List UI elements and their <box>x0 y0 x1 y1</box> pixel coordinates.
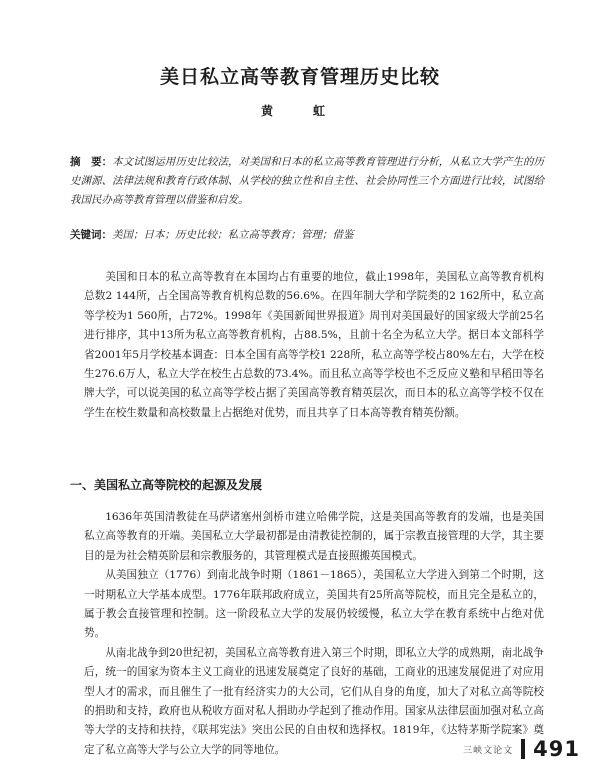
footer-label: 三峡文论文 <box>463 745 514 756</box>
abstract-label: 摘 要： <box>70 156 113 168</box>
section-paragraph-2: 从美国独立（1776）到南北战争时期（1861－1865），美国私立大学进入到第二个时期，这一时期私立大学基本成型。1776年联邦政府成立，美国共有25所高等院校，而且完全是私立的，属于教会直接管理和控制。这一阶段私立大学的发展仍较缓慢，私立大学在教育系统中占绝对优势。 <box>84 569 544 640</box>
section-paragraph-3: 从南北战争到20世纪初，美国私立高等教育进入第三个时期，即私立大学的成熟期，南北战争后，统一的国家为资本主义工商业的迅速发展奠定了良好的基础，工商业的迅速发展促进了对应用型人才的需求，而且催生了一批有经济实力的大公司，它们从自身的角度，加大了对私立高等院校的捐助和支持，政府也从税收方面对私人捐助办学起到了推动作用。国家从法律层面加强对私立高等大学的支持和扶持，《联邦宪法》突出公民的自由权和选择权。1819年，《达特茅斯学院案》奠定了私立高等大学与公立大学的同等地位。 <box>84 646 544 756</box>
intro-paragraph: 美国和日本的私立高等教育在本国均占有重要的地位，截止1998年，美国私立高等教育机构总数2 144所，占全国高等教育机构总数的56.6%。在四年制大学和学院类的2 162所中，私立高等学校为1 560所，占72%。1998年《美国新闻世界报道》周刊对美国最好的国家级大学前25名进行排序，其中13所为私立高等教育机构，占88.5%，且前十名全为私立大学。据日本文部科学省2001年5月学校基本调查：日本全国有高等学校1 228所，私立高等学校占80%左右，大学在校生276.6万人，私立大学在校生占总数的73.4%。而且私立高等学校也不乏反应义塾和早稻田等名牌大学，可以说美国的私立高等学校占据了美国高等教育精英层次，而日本的私立高等学校不仅在学生在校生数量和高校数量上占据绝对优势，而且共享了日本高等教育精英份额。 <box>84 271 544 419</box>
keywords <box>70 226 544 245</box>
page-number: 491 <box>533 737 580 761</box>
keywords-label: 关键词： <box>70 229 112 241</box>
intro-block <box>84 268 544 423</box>
section-paragraph-1: 1636年英国清教徒在马萨诸塞州剑桥市建立哈佛学院，这是美国高等教育的发端，也是美国私立高等教育的开端。美国私立大学最初都是由清教徒控制的，属于宗教直接管理的大学，其主要目的是为社会精英阶层和宗教服务的，其管理模式是直接照搬英国模式。 <box>84 511 544 562</box>
abstract <box>70 153 544 210</box>
footer-divider <box>521 739 525 759</box>
article-title: 美日私立高等教育管理历史比较 <box>159 66 440 88</box>
page-footer <box>463 738 580 760</box>
abstract-text: 本文试图运用历史比较法，对美国和日本的私立高等教育管理进行分析，从私立大学产生的历史渊源、法律法规和教育行政体制、从学校的独立性和自主性、社会协同性三个方面进行比较，试图给我国民办高等教育管理以借鉴和启发。 <box>70 156 545 206</box>
article-author: 黄 虹 <box>260 104 339 118</box>
section-heading: 一、美国私立高等院校的起源及发展 <box>70 478 263 492</box>
keywords-text: 美国；日本；历史比较；私立高等教育；管理；借鉴 <box>112 229 354 241</box>
section-1 <box>70 475 544 760</box>
